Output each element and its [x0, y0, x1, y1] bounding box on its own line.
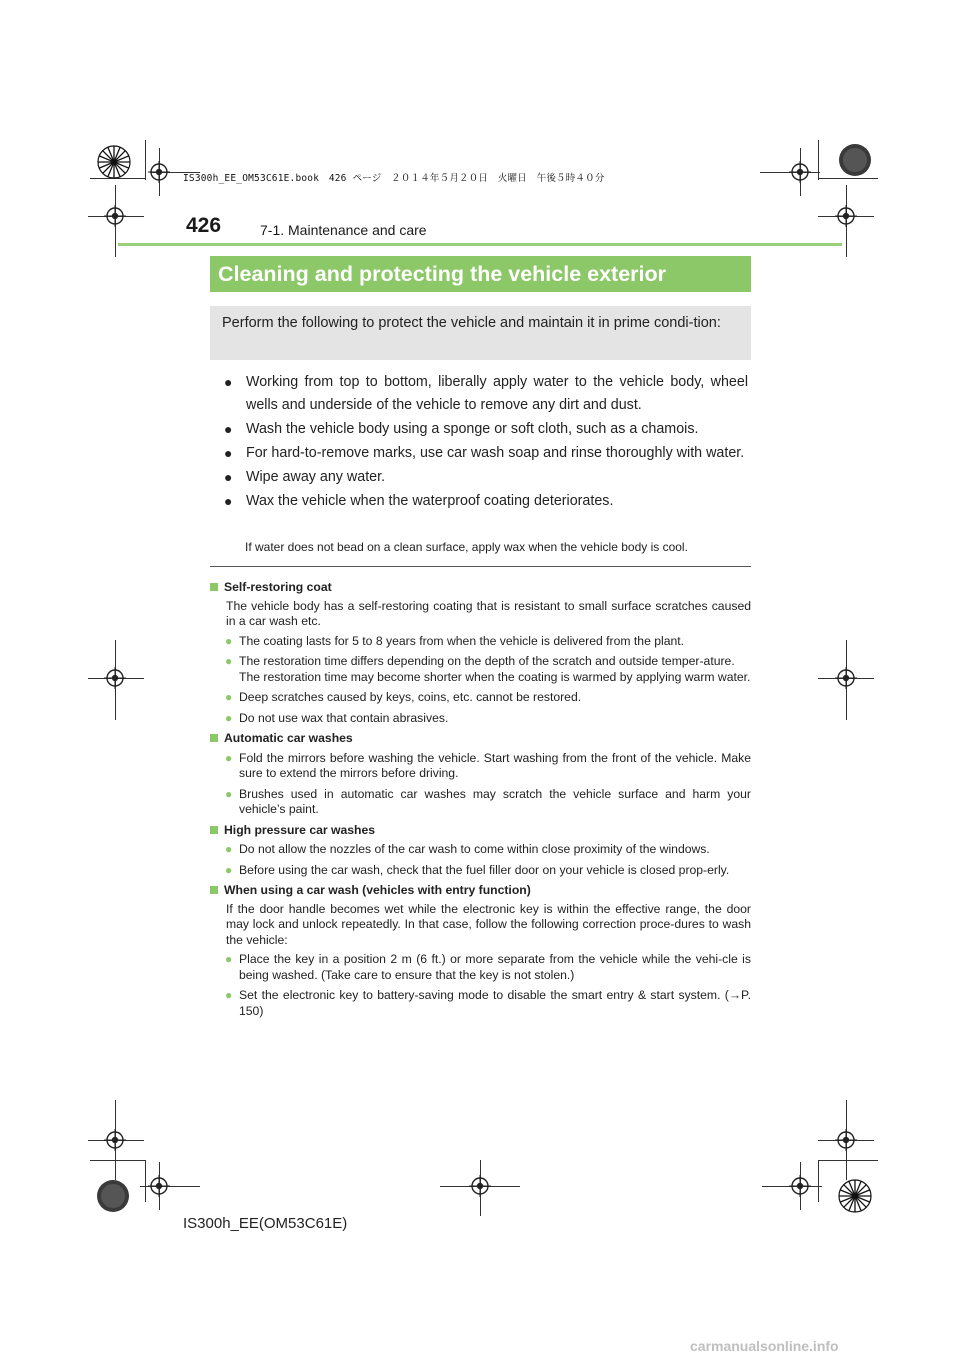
registration-mark-icon: [835, 667, 857, 689]
green-bullet-icon: ●: [225, 654, 233, 668]
list-item: ● Working from top to bottom, liberally apply water to the vehicle body, wheel wells and underside of the vehicle to remove any dirt and dust.: [224, 371, 748, 417]
intro-box: [210, 306, 751, 360]
manual-code: IS300h_EE(OM53C61E): [183, 1215, 348, 1232]
note-item: ● Deep scratches caused by keys, coins, etc. cannot be restored.: [225, 690, 582, 704]
note-paragraph: The vehicle body has a self-restoring coating that is resistant to small surface scratches caused in a car wash etc.: [226, 598, 751, 628]
note-item: ● Do not use wax that contain abrasives.: [225, 710, 449, 725]
note-heading: Self-restoring coat: [210, 580, 751, 596]
green-bullet-icon: ●: [225, 710, 233, 725]
square-bullet-icon: [210, 583, 218, 591]
color-wheel-icon: [838, 1179, 872, 1213]
note-item: ● Set the electronic key to battery-saving mode to disable the smart entry & start system. (→P. 150): [225, 988, 751, 1018]
note-item: ● Before using the car wash, check that the fuel filler door on your vehicle is closed prop-erly.: [225, 862, 730, 877]
list-item: ● Wax the vehicle when the waterproof coating deteriorates.: [224, 490, 748, 513]
registration-mark-icon: [469, 1175, 491, 1197]
registration-mark-icon: [148, 1175, 170, 1197]
green-bullet-icon: ●: [225, 842, 233, 856]
bullet-icon: ●: [224, 493, 233, 509]
registration-mark-icon: [148, 161, 170, 183]
registration-mark-icon: [835, 1129, 857, 1151]
bullet-icon: ●: [224, 374, 233, 390]
square-bullet-icon: [210, 886, 218, 894]
note-item: ● The coating lasts for 5 to 8 years from when the vehicle is delivered from the plant.: [225, 633, 685, 648]
note-item: ● Do not allow the nozzles of the car wash to come within close proximity of the windows.: [225, 842, 710, 856]
green-bullet-icon: ●: [225, 862, 233, 877]
header-rule: [118, 243, 842, 246]
list-item: ● Wipe away any water.: [224, 466, 748, 489]
note-item: ● Brushes used in automatic car washes may scratch the vehicle surface and harm your vehicle’s paint.: [225, 786, 751, 816]
registration-mark-icon: [789, 161, 811, 183]
gray-dot-icon: [96, 1179, 130, 1213]
gray-dot-icon: [838, 143, 872, 177]
green-bullet-icon: ●: [225, 988, 233, 1002]
square-bullet-icon: [210, 826, 218, 834]
watermark: carmanualsonline.info: [690, 1338, 839, 1354]
color-wheel-icon: [97, 145, 131, 179]
note-item: ● Fold the mirrors before washing the vehicle. Start washing from the front of the vehicle. Make sure to extend the mirrors before driving.: [225, 750, 751, 780]
steps-list: [224, 371, 748, 514]
section-label: 7-1. Maintenance and care: [260, 222, 427, 238]
registration-mark-icon: [104, 1129, 126, 1151]
bullet-icon: ●: [224, 469, 233, 485]
bullet-icon: ●: [224, 421, 233, 437]
page-title: Cleaning and protecting the vehicle exterior: [218, 262, 667, 286]
green-bullet-icon: ●: [225, 690, 233, 704]
page-number: 426: [186, 214, 222, 237]
wax-note: If water does not bead on a clean surface, apply wax when the vehicle body is cool.: [245, 540, 688, 554]
intro-text: Perform the following to protect the vehicle and maintain it in prime condi-tion:: [222, 315, 721, 331]
green-bullet-icon: ●: [225, 952, 233, 966]
note-item: ● The restoration time differs depending on the depth of the scratch and outside temper-ature. The restoration time may become shorter when the coating is warmed by applying warm water.: [225, 654, 751, 684]
bullet-icon: ●: [224, 445, 233, 461]
notes-section: [210, 576, 751, 1024]
book-print-header: IS300h_EE_OM53C61E.book 426 ページ ２０１４年５月２０日 火曜日 午後５時４０分: [183, 173, 605, 184]
green-bullet-icon: ●: [225, 786, 233, 801]
registration-mark-icon: [104, 205, 126, 227]
square-bullet-icon: [210, 734, 218, 742]
note-heading: When using a car wash (vehicles with entry function): [210, 883, 751, 899]
green-bullet-icon: ●: [225, 633, 233, 648]
registration-mark-icon: [835, 205, 857, 227]
registration-mark-icon: [789, 1175, 811, 1197]
note-item: ● Place the key in a position 2 m (6 ft.) or more separate from the vehicle while the vehi-cle is being washed. (Take care to ensure that the key is not stolen.): [225, 952, 751, 982]
note-paragraph: If the door handle becomes wet while the electronic key is within the effective range, the door may lock and unlock repeatedly. In that case, follow the following correction proce-dures to wash the vehicle:: [226, 901, 751, 947]
title-bar: [210, 256, 751, 292]
list-item: ● Wash the vehicle body using a sponge or soft cloth, such as a chamois.: [224, 418, 748, 441]
note-heading: High pressure car washes: [210, 823, 751, 839]
registration-mark-icon: [104, 667, 126, 689]
section-divider: [210, 566, 751, 567]
green-bullet-icon: ●: [225, 750, 233, 765]
list-item: ● For hard-to-remove marks, use car wash soap and rinse thoroughly with water.: [224, 442, 748, 465]
note-heading: Automatic car washes: [210, 731, 751, 747]
